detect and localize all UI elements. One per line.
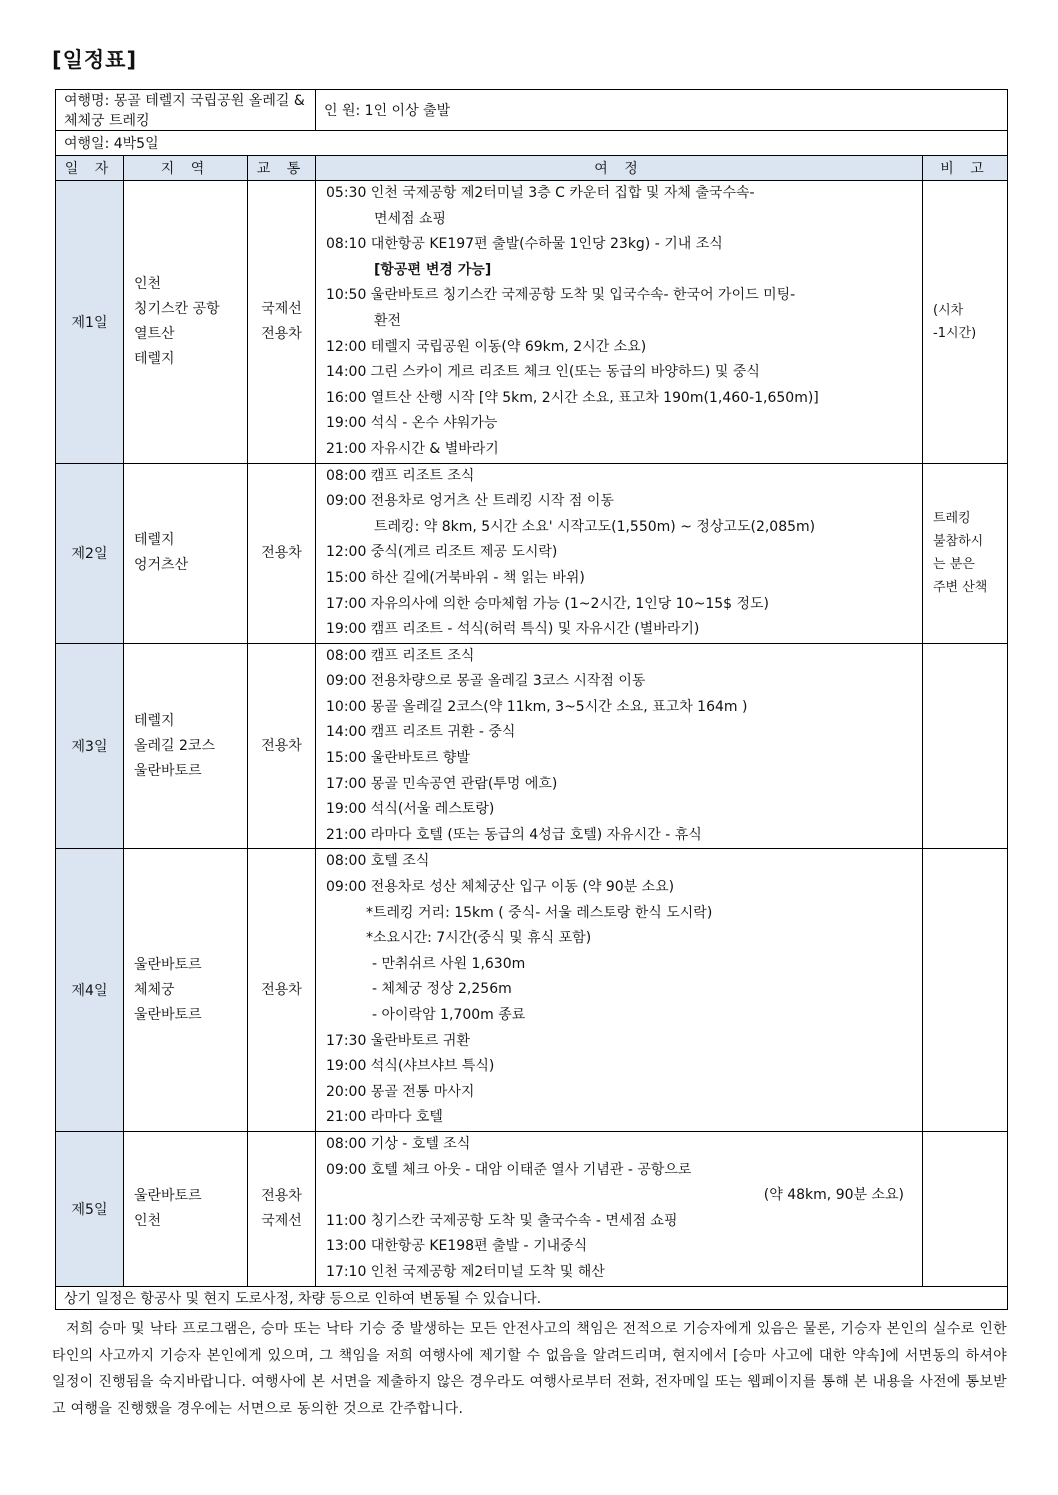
itinerary-line: 면세점 쇼핑 [374,210,447,227]
day-row [56,849,1008,1132]
remark-line: 는 분은 [933,557,975,573]
itinerary-line: 19:00 석식(샤브샤브 특식) [326,1058,495,1075]
day-row [56,1131,1008,1286]
itinerary-line: 21:00 라마다 호텔 (또는 동급의 4성급 호텔) 자유시간 - 휴식 [326,826,702,843]
itinerary-line: 19:00 석식 - 온수 샤워가능 [326,415,498,432]
itinerary-line: 환전 [374,312,402,329]
region-name: 울란바토르 [134,1187,202,1204]
transport-mode: 전용차 [261,1187,302,1204]
region-name: 테렐지 [134,350,175,367]
remark-line: -1시간) [933,325,977,341]
itinerary-line: - 만취쉬르 사원 1,630m [372,955,526,972]
schedule-change-note: 상기 일정은 항공사 및 현지 도로사정, 차량 등으로 인하여 변동될 수 있습니다. [56,1286,1008,1309]
region-cell [124,463,248,643]
transport-cell [248,849,316,1132]
itinerary-line: 08:00 캠프 리조트 조식 [326,467,475,484]
itinerary-line: 17:00 자유의사에 의한 승마체험 가능 (1~2시간, 1인당 10~15$ 정도) [326,595,769,612]
region-name: 인천 [134,1212,162,1229]
trip-duration: 여행일: 4박5일 [56,131,1008,156]
itinerary-line: 14:00 그린 스카이 게르 리조트 체크 인(또는 동급의 바양하드) 및 중식 [326,364,760,381]
itinerary-line: (약 48km, 90분 소요) [763,1187,904,1204]
day-row [56,463,1008,643]
remarks-cell [923,1131,1008,1286]
itinerary-line: 08:00 기상 - 호텔 조식 [326,1135,471,1152]
region-name: 체체궁 [134,981,175,998]
itinerary-line: 08:10 대한항공 KE197편 출발(수하물 1인당 23kg) - 기내 조식 [326,236,723,253]
itinerary-line: 21:00 라마다 호텔 [326,1109,443,1126]
day-label: 제4일 [56,849,124,1132]
itinerary-line: 21:00 자유시간 & 별바라기 [326,440,499,457]
itinerary-line: 09:00 전용차로 성산 체체궁산 입구 이동 (약 90분 소요) [326,879,675,896]
region-cell [124,643,248,849]
itinerary-line: 08:00 캠프 리조트 조식 [326,647,475,664]
page-title: [일정표] [52,48,138,72]
itinerary-line: 19:00 캠프 리조트 - 석식(허럭 특식) 및 자유시간 (별바라기) [326,621,700,638]
itinerary-line: 17:10 인천 국제공항 제2터미널 도착 및 해산 [326,1263,605,1280]
itinerary-line: 20:00 몽골 전통 마사지 [326,1083,475,1100]
itinerary-line: 17:00 몽골 민속공연 관람(투멍 에흐) [326,775,558,792]
itinerary-line: 트레킹: 약 8km, 5시간 소요' 시작고도(1,550m) ~ 정상고도(2,085m) [374,518,816,535]
day-row [56,643,1008,849]
transport-mode: 전용차 [261,981,302,998]
itinerary-line: 19:00 석식(서울 레스토랑) [326,801,495,818]
region-name: 울란바토르 [134,762,202,779]
region-name: 울란바토르 [134,1006,202,1023]
disclaimer-paragraph: 저희 승마 및 낙타 프로그램은, 승마 또는 낙타 기승 중 발생하는 모든 안전사고의 책임은 전적으로 기승자에게 있음은 물론, 기승자 본인의 실수로 인한 타인의 사고까지 기승자 본인에게 있으며, 그 책임을 저희 여행사에 제기할 수 없음을 알려드리며, 현지에서 [승마 사고에 대한 약속]에 서면동의 하셔야 일정이 진행됨을 숙지바랍니다. 여행사에 본 서면을 제출하지 않은 경우라도 여행사로부터 전화, 전자메일 또는 웹페이지를 통해 본 내용을 사전에 통보받고 여행을 진행했을 경우에는 서면으로 동의한 것으로 간주합니다. [52,1321,1007,1417]
transport-mode: 전용차 [261,737,302,754]
col-header-note: 비 고 [923,156,1008,181]
itinerary-cell [316,1131,923,1286]
itinerary-line: 09:00 호텔 체크 아웃 - 대암 이태준 열사 기념관 - 공항으로 [326,1161,692,1178]
col-header-itinerary: 여 정 [316,156,923,181]
itinerary-line: 15:00 하산 길에(거북바위 - 책 읽는 바위) [326,569,585,586]
itinerary-cell [316,181,923,464]
remarks-cell [923,643,1008,849]
itinerary-line: 17:30 울란바토르 귀환 [326,1032,470,1049]
day-label: 제5일 [56,1131,124,1286]
itinerary-line: 05:30 인천 국제공항 제2터미널 3층 C 카운터 집합 및 자체 출국수속- [326,185,755,201]
itinerary-line: - 체체궁 정상 2,256m [372,981,512,998]
remark-line: 트레킹 [933,511,971,527]
col-header-transport: 교 통 [248,156,316,181]
transport-mode: 국제선 [261,300,302,317]
itinerary-line: *소요시간: 7시간(중식 및 휴식 포함) [366,930,592,947]
day-label: 제3일 [56,643,124,849]
footer-row [56,1286,1008,1309]
transport-mode: 국제선 [261,1212,302,1229]
itinerary-line: 15:00 울란바토르 향발 [326,750,470,767]
region-name: 테렐지 [134,712,175,729]
transport-cell [248,643,316,849]
remarks-cell [923,181,1008,464]
region-cell [124,849,248,1132]
region-name: 테렐지 [134,532,175,549]
itinerary-line: - 아이락암 1,700m 종료 [372,1007,526,1023]
itinerary-line: *트레킹 거리: 15km ( 중식- 서울 레스토랑 한식 도시락) [366,904,713,921]
itinerary-line: 14:00 캠프 리조트 귀환 - 중식 [326,724,516,741]
region-name: 인천 [134,275,162,292]
trip-name: 여행명: 몽골 테렐지 국립공원 올레길 & 체체궁 트레킹 [56,90,316,131]
remark-line: 주변 산책 [933,580,988,596]
itinerary-table [55,89,1008,1310]
itinerary-cell [316,463,923,643]
transport-cell [248,181,316,464]
itinerary-cell [316,643,923,849]
day-label: 제1일 [56,181,124,464]
itinerary-line: 10:00 몽골 올레길 2코스(약 11km, 3~5시간 소요, 표고차 164m ) [326,698,748,715]
transport-mode: 전용차 [261,325,302,342]
trip-info-row [56,90,1008,131]
remarks-cell [923,849,1008,1132]
column-header-row [56,156,1008,181]
itinerary-line: 12:00 테렐지 국립공원 이동(약 69km, 2시간 소요) [326,338,647,355]
region-name: 엉거츠산 [134,557,189,574]
itinerary-line: [항공편 변경 가능] [374,261,492,278]
itinerary-cell [316,849,923,1132]
itinerary-line: 08:00 호텔 조식 [326,853,430,870]
people-count: 인 원: 1인 이상 출발 [316,90,1008,131]
itinerary-line: 13:00 대한항공 KE198편 출발 - 기내중식 [326,1238,588,1255]
region-name: 울란바토르 [134,956,202,973]
remarks-cell [923,463,1008,643]
day-row [56,181,1008,464]
itinerary-line: 12:00 중식(게르 리조트 제공 도시락) [326,544,558,561]
region-name: 열트산 [134,325,175,342]
transport-mode: 전용차 [261,544,302,561]
itinerary-line: 10:50 울란바토르 칭기스칸 국제공항 도착 및 입국수속- 한국어 가이드 미팅- [326,287,796,304]
col-header-day: 일 자 [56,156,124,181]
region-name: 올레길 2코스 [134,737,215,754]
transport-cell [248,1131,316,1286]
remark-line: 불참하시 [933,534,984,550]
remark-line: (시차 [933,302,964,318]
region-cell [124,1131,248,1286]
region-name: 칭기스칸 공항 [134,300,220,317]
duration-row [56,131,1008,156]
col-header-region: 지 역 [124,156,248,181]
day-label: 제2일 [56,463,124,643]
itinerary-line: 16:00 열트산 산행 시작 [약 5km, 2시간 소요, 표고차 190m(1,460-1,650m)] [326,389,819,406]
itinerary-line: 11:00 칭기스칸 국제공항 도착 및 출국수속 - 면세점 쇼핑 [326,1212,678,1229]
transport-cell [248,463,316,643]
region-cell [124,181,248,464]
itinerary-line: 09:00 전용차량으로 몽골 올레길 3코스 시작점 이동 [326,673,646,690]
itinerary-line: 09:00 전용차로 엉거츠 산 트레킹 시작 점 이동 [326,493,614,510]
